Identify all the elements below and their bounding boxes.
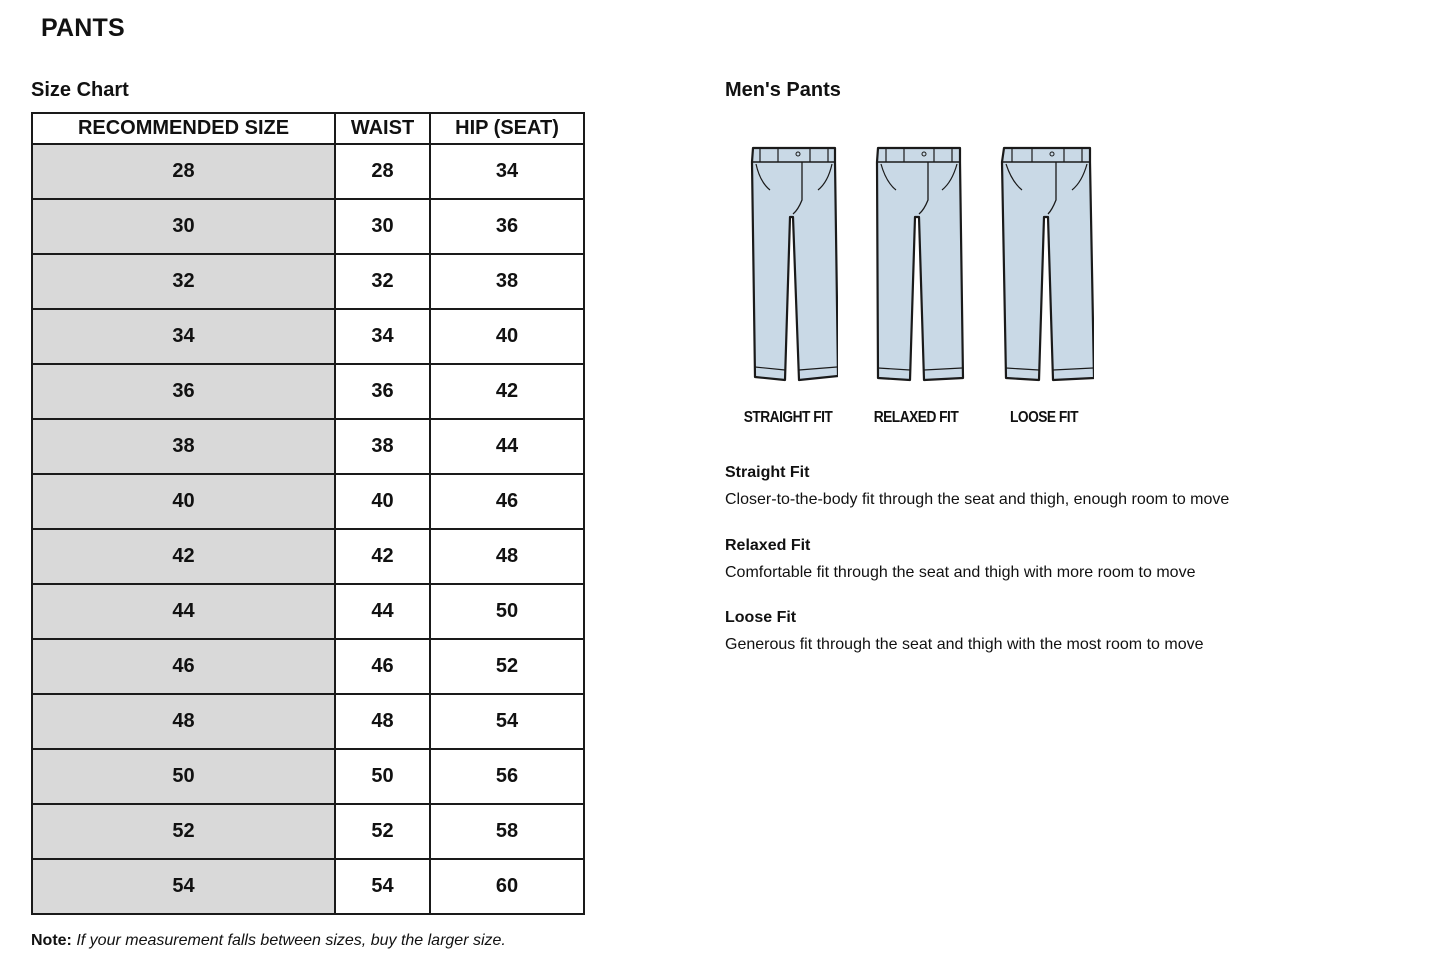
straight-fit-label: STRAIGHT FIT xyxy=(743,409,833,426)
hip-cell: 58 xyxy=(430,804,584,859)
loose-fit-label: LOOSE FIT xyxy=(1010,409,1078,426)
hip-cell: 44 xyxy=(430,419,584,474)
loose-fit-pants-icon xyxy=(994,142,1094,387)
table-row xyxy=(32,309,584,364)
hip-cell: 60 xyxy=(430,859,584,914)
table-header-row xyxy=(32,113,584,144)
waist-cell: 50 xyxy=(335,749,430,804)
waist-cell: 40 xyxy=(335,474,430,529)
straight-fit-pants-icon xyxy=(738,142,838,387)
waist-cell: 44 xyxy=(335,584,430,639)
note-text: If your measurement falls between sizes, buy the larger size. xyxy=(76,932,506,949)
hip-cell: 54 xyxy=(430,694,584,749)
waist-cell: 42 xyxy=(335,529,430,584)
waist-cell: 52 xyxy=(335,804,430,859)
table-row xyxy=(32,804,584,859)
recommended-size-cell: 46 xyxy=(32,639,335,694)
fit-name: Loose Fit xyxy=(725,609,797,626)
relaxed-fit-label: RELAXED FIT xyxy=(873,409,959,426)
hip-cell: 42 xyxy=(430,364,584,419)
size-note xyxy=(31,932,506,950)
table-row xyxy=(32,364,584,419)
relaxed-fit-illustration xyxy=(861,142,971,427)
waist-cell: 32 xyxy=(335,254,430,309)
recommended-size-cell: 34 xyxy=(32,309,335,364)
hip-cell: 52 xyxy=(430,639,584,694)
relaxed-fit-description xyxy=(725,537,1425,582)
table-row xyxy=(32,749,584,804)
recommended-size-cell: 42 xyxy=(32,529,335,584)
table-row xyxy=(32,419,584,474)
size-chart-table xyxy=(31,112,585,915)
hip-cell: 40 xyxy=(430,309,584,364)
recommended-size-cell: 44 xyxy=(32,584,335,639)
pants-illustrations xyxy=(730,142,1110,432)
recommended-size-cell: 38 xyxy=(32,419,335,474)
table-row xyxy=(32,254,584,309)
straight-fit-illustration xyxy=(733,142,843,427)
recommended-size-cell: 36 xyxy=(32,364,335,419)
table-row xyxy=(32,529,584,584)
hip-cell: 50 xyxy=(430,584,584,639)
page-title: PANTS xyxy=(41,14,125,42)
loose-fit-illustration xyxy=(989,142,1099,427)
waist-cell: 28 xyxy=(335,144,430,199)
header-waist: WAIST xyxy=(335,113,430,144)
recommended-size-cell: 32 xyxy=(32,254,335,309)
waist-cell: 54 xyxy=(335,859,430,914)
waist-cell: 30 xyxy=(335,199,430,254)
header-hip-seat: HIP (SEAT) xyxy=(430,113,584,144)
mens-pants-title: Men's Pants xyxy=(725,79,841,101)
waist-cell: 34 xyxy=(335,309,430,364)
fit-name: Relaxed Fit xyxy=(725,537,811,554)
table-row xyxy=(32,474,584,529)
table-row xyxy=(32,639,584,694)
waist-cell: 46 xyxy=(335,639,430,694)
waist-cell: 36 xyxy=(335,364,430,419)
hip-cell: 38 xyxy=(430,254,584,309)
table-row xyxy=(32,144,584,199)
loose-fit-description xyxy=(725,609,1425,654)
note-label: Note: xyxy=(31,932,72,949)
table-row xyxy=(32,859,584,914)
recommended-size-cell: 52 xyxy=(32,804,335,859)
waist-cell: 38 xyxy=(335,419,430,474)
recommended-size-cell: 40 xyxy=(32,474,335,529)
table-row xyxy=(32,584,584,639)
recommended-size-cell: 30 xyxy=(32,199,335,254)
hip-cell: 46 xyxy=(430,474,584,529)
straight-fit-description xyxy=(725,464,1425,509)
fit-text: Comfortable fit through the seat and thigh with more room to move xyxy=(725,564,1196,581)
size-chart-title: Size Chart xyxy=(31,79,129,101)
hip-cell: 36 xyxy=(430,199,584,254)
table-row xyxy=(32,199,584,254)
recommended-size-cell: 28 xyxy=(32,144,335,199)
hip-cell: 34 xyxy=(430,144,584,199)
header-recommended-size: RECOMMENDED SIZE xyxy=(32,113,335,144)
fit-text: Closer-to-the-body fit through the seat and thigh, enough room to move xyxy=(725,491,1230,508)
fit-text: Generous fit through the seat and thigh with the most room to move xyxy=(725,636,1204,653)
recommended-size-cell: 54 xyxy=(32,859,335,914)
table-row xyxy=(32,694,584,749)
waist-cell: 48 xyxy=(335,694,430,749)
relaxed-fit-pants-icon xyxy=(866,142,966,387)
hip-cell: 48 xyxy=(430,529,584,584)
fit-name: Straight Fit xyxy=(725,464,810,481)
recommended-size-cell: 50 xyxy=(32,749,335,804)
hip-cell: 56 xyxy=(430,749,584,804)
recommended-size-cell: 48 xyxy=(32,694,335,749)
